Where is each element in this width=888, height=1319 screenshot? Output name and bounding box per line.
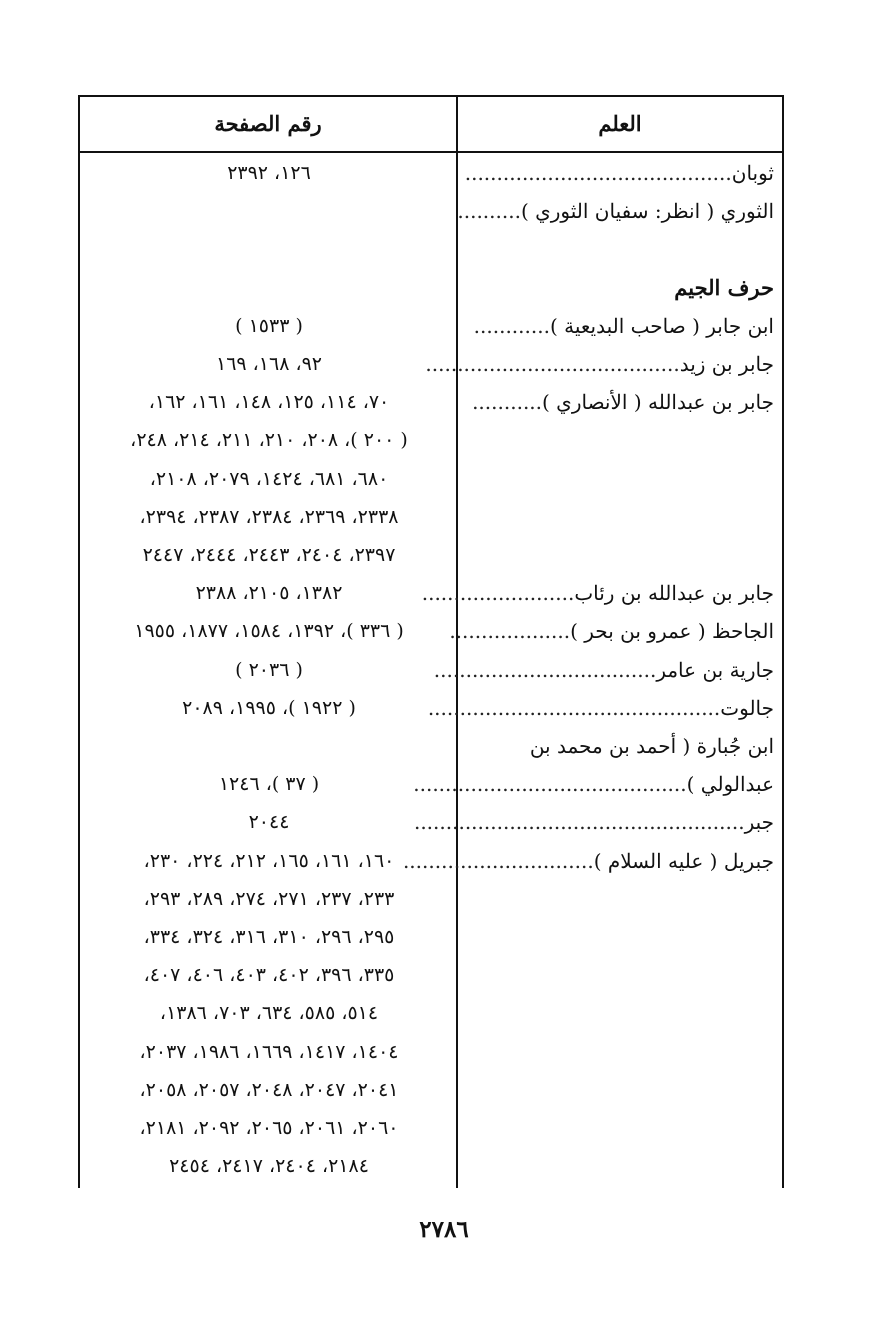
- entry-pages: ٣٣٥، ٣٩٦، ٤٠٢، ٤٠٣، ٤٠٦، ٤٠٧،: [143, 964, 395, 987]
- entry-name-text: جابر بن عبدالله ( الأنصاري ): [542, 390, 774, 415]
- entry-name: [458, 728, 774, 764]
- leader-dots: ..........................................: [464, 161, 732, 185]
- entry-name: [458, 384, 774, 420]
- entry-pages: [88, 193, 450, 229]
- entry-pages: ٢٣٣، ٢٣٧، ٢٧١، ٢٧٤، ٢٨٩، ٢٩٣،: [143, 887, 395, 910]
- entry-name: [458, 1072, 774, 1108]
- entry-pages: [88, 728, 450, 764]
- entry-pages: [88, 270, 450, 306]
- header-divider: [80, 151, 782, 153]
- entry-name: [413, 766, 774, 802]
- entry-pages: ٢١٨٤، ٢٤٠٤، ٢٤١٧، ٢٤٥٤: [169, 1155, 369, 1178]
- entry-name-text: جالوت: [720, 695, 774, 720]
- index-table: [78, 95, 784, 1188]
- index-entry-row: [80, 766, 782, 802]
- entry-pages: ٢٣٣٨، ٢٣٦٩، ٢٣٨٤، ٢٣٨٧، ٢٣٩٤،: [139, 505, 399, 528]
- leader-dots: ........................: [421, 581, 575, 606]
- section-heading-row: [80, 270, 782, 306]
- index-entry-row: [80, 957, 782, 993]
- entry-pages: ٢٩٥، ٢٩٦، ٣١٠، ٣١٦، ٣٢٤، ٣٣٤،: [143, 926, 395, 948]
- leader-dots: ...................................: [433, 657, 657, 682]
- index-entry-row: [80, 804, 782, 840]
- index-entry-row: [80, 384, 782, 420]
- entry-pages: ( ١٥٣٣ ): [235, 314, 303, 337]
- name-column-header: العلم: [598, 111, 642, 136]
- entry-name-text: حرف الجيم: [674, 274, 774, 300]
- leader-dots: ..............................: [402, 848, 594, 873]
- entry-pages: ١٣٨٢، ٢١٠٥، ٢٣٨٨: [195, 582, 343, 605]
- entry-pages: ٩٢، ١٦٨، ١٦٩: [215, 353, 322, 375]
- entry-name-text: ابن جابر ( صاحب البديعية ): [549, 313, 774, 338]
- index-entry-row: [80, 575, 782, 611]
- leader-dots: ............: [473, 313, 550, 338]
- leader-dots: ...........: [472, 390, 543, 415]
- entry-pages: ٢٣٩٧، ٢٤٠٤، ٢٤٤٣، ٢٤٤٤، ٢٤٤٧: [142, 544, 396, 566]
- entry-name-text: ابن جُبارة ( أحمد بن محمد بن: [529, 734, 774, 758]
- entry-name-text: جابر بن عبدالله بن رئاب: [574, 581, 774, 606]
- entry-name: [458, 308, 774, 344]
- index-entry-row: [80, 690, 782, 726]
- leader-dots: ...........................................: [413, 772, 687, 797]
- entry-pages: ١٤٠٤، ١٤١٧، ١٦٦٩، ١٩٨٦، ٢٠٣٧،: [139, 1040, 399, 1063]
- entry-name-text: جبريل ( عليه السلام ): [593, 848, 774, 873]
- index-entry-row: [80, 1148, 782, 1184]
- page-number: ٢٧٨٦: [419, 1216, 469, 1243]
- entry-pages: ( ٣٣٦ )، ١٣٩٢، ١٥٨٤، ١٨٧٧، ١٩٥٥: [134, 620, 404, 643]
- entry-name: [458, 422, 774, 458]
- entry-name: [433, 652, 774, 688]
- entry-name-text: الثوري ( انظر: سفيان الثوري ): [520, 199, 774, 224]
- leader-dots: ..........: [457, 199, 521, 224]
- index-entry-row: [80, 231, 782, 267]
- entry-name: [427, 690, 774, 726]
- entry-pages: ٢٠٤١، ٢٠٤٧، ٢٠٤٨، ٢٠٥٧، ٢٠٥٨،: [139, 1078, 399, 1101]
- entry-name: [458, 155, 774, 191]
- entry-name: [458, 1110, 774, 1146]
- entry-name: [425, 346, 774, 382]
- index-entry-row: [80, 613, 782, 649]
- entry-pages: ٧٠، ١١٤، ١٢٥، ١٤٨، ١٦١، ١٦٢،: [148, 391, 390, 414]
- index-entry-row: [80, 919, 782, 955]
- entry-pages: ٢٠٦٠، ٢٠٦١، ٢٠٦٥، ٢٠٩٢، ٢١٨١،: [139, 1117, 399, 1139]
- entry-pages: ٥١٤، ٥٨٥، ٦٣٤، ٧٠٣، ١٣٨٦،: [159, 1002, 379, 1025]
- entry-pages: ( ٢٠٣٦ ): [235, 658, 303, 681]
- section-heading: [458, 270, 774, 306]
- entry-name-text: جارية بن عامر: [656, 657, 774, 682]
- index-entry-row: [80, 499, 782, 535]
- index-entry-row: [80, 346, 782, 382]
- entry-name: [458, 881, 774, 917]
- entry-pages: ( ٣٧ )، ١٢٤٦: [218, 773, 320, 796]
- index-entry-row: [80, 155, 782, 191]
- entry-name: [458, 1148, 774, 1184]
- index-entry-row: [80, 881, 782, 917]
- entry-name-text: جابر بن زيد: [679, 352, 774, 376]
- entry-pages: ( ٢٠٠ )، ٢٠٨، ٢١٠، ٢١١، ٢١٤، ٢٤٨،: [130, 429, 408, 452]
- leader-dots: ...................: [449, 619, 571, 644]
- index-entry-row: [80, 1110, 782, 1146]
- entry-name-text: الجاحظ ( عمرو بن بحر ): [570, 619, 774, 644]
- entry-pages: [88, 231, 450, 267]
- entry-pages: ٢٠٤٤: [248, 811, 290, 834]
- entry-name: [402, 843, 774, 879]
- entry-name: [458, 461, 774, 497]
- index-entry-row: [80, 537, 782, 573]
- index-entry-row: [80, 995, 782, 1031]
- entry-name-text: جبر: [744, 810, 774, 835]
- entry-name: [421, 575, 774, 611]
- leader-dots: ....................................................: [413, 810, 745, 835]
- index-entry-row: [80, 461, 782, 497]
- entry-pages: ( ١٩٢٢ )، ١٩٩٥، ٢٠٨٩: [182, 696, 356, 719]
- leader-dots: ........................................: [425, 352, 680, 376]
- entry-name: [458, 919, 774, 955]
- index-entry-row: [80, 1072, 782, 1108]
- entry-pages: ١٢٦، ٢٣٩٢: [227, 162, 311, 184]
- leader-dots: ..............................................: [427, 695, 721, 720]
- entry-name: [458, 1034, 774, 1070]
- entry-name: [458, 231, 774, 267]
- entry-name: [458, 193, 774, 229]
- index-entry-row: [80, 843, 782, 879]
- entry-name: [458, 537, 774, 573]
- entry-name: [449, 613, 774, 649]
- entry-name: [458, 957, 774, 993]
- entry-name: [458, 499, 774, 535]
- entry-pages: ١٦٠، ١٦١، ١٦٥، ٢١٢، ٢٢٤، ٢٣٠،: [143, 849, 395, 872]
- index-entry-row: [80, 308, 782, 344]
- page-column-header: رقم الصفحة: [214, 111, 322, 136]
- entry-name: [458, 995, 774, 1031]
- index-entry-row: [80, 1034, 782, 1070]
- entry-name-text: ثوبان: [731, 161, 774, 185]
- entry-name-text: عبدالولي ): [686, 772, 774, 797]
- index-entry-row: [80, 728, 782, 764]
- index-entry-row: [80, 652, 782, 688]
- index-entry-row: [80, 422, 782, 458]
- index-entry-row: [80, 193, 782, 229]
- entry-name: [413, 804, 774, 840]
- entry-pages: ٦٨٠، ٦٨١، ١٤٢٤، ٢٠٧٩، ٢١٠٨،: [149, 467, 389, 490]
